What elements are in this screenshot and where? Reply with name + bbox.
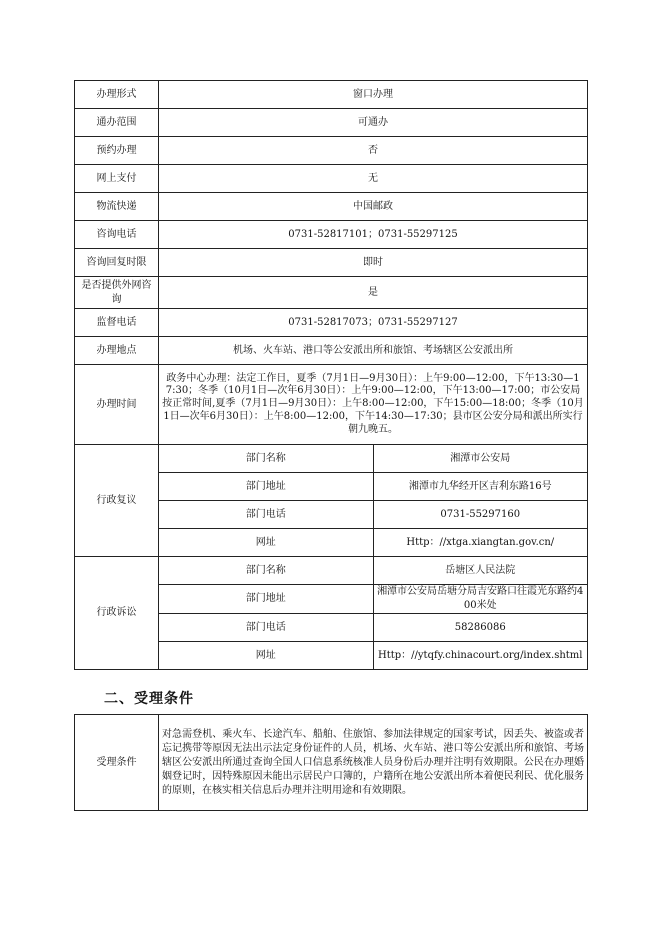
sub-label: 部门电话 [159, 614, 374, 642]
table-row [75, 277, 588, 309]
sub-value: 58286086 [373, 614, 588, 642]
sub-label: 部门电话 [159, 501, 374, 529]
row-value: 否 [159, 137, 588, 165]
row-value: 机场、火车站、港口等公安派出所和旅馆、考场辖区公安派出所 [159, 337, 588, 365]
row-value: 可通办 [159, 109, 588, 137]
row-value: 无 [159, 165, 588, 193]
row-label: 办理时间 [75, 365, 159, 445]
table-row [75, 193, 588, 221]
row-label: 咨询电话 [75, 221, 159, 249]
row-label: 是否提供外网咨询 [75, 277, 159, 309]
row-value: 即时 [159, 249, 588, 277]
table-row [75, 365, 588, 445]
row-value: 窗口办理 [159, 81, 588, 109]
table-row [75, 81, 588, 109]
row-value: 0731-52817073；0731-55297127 [159, 309, 588, 337]
row-label: 咨询回复时限 [75, 249, 159, 277]
sub-value: 湘潭市公安局岳塘分局吉安路口往霞光东路约400米处 [373, 585, 588, 614]
row-label: 办理地点 [75, 337, 159, 365]
row-value: 政务中心办理：法定工作日，夏季（7月1日—9月30日）：上午9:00—12:00，下午13:30—17:30；冬季（10月1日—次年6月30日）：上午9:00—12:00，下午13:00—17:00；市公安局按正常时间,夏季（7月1日—9月30日）：上午8:00—12:00，下午15:00—18:00；冬季（10月1日—次年6月30日）：上午8:00—12:00，下午14:30—17:30；县市区公安分局和派出所实行朝九晚五。 [159, 365, 588, 445]
sub-value: 湘潭市公安局 [373, 445, 588, 473]
table-row [75, 309, 588, 337]
table-row [75, 715, 588, 811]
table-row [75, 249, 588, 277]
row-label: 物流快递 [75, 193, 159, 221]
table-row [75, 221, 588, 249]
sub-label: 网址 [159, 642, 374, 670]
service-info-table [74, 80, 588, 670]
table-row [75, 165, 588, 193]
litigation-label: 行政诉讼 [75, 557, 159, 670]
conditions-table [74, 714, 588, 811]
row-label: 监督电话 [75, 309, 159, 337]
sub-label: 部门名称 [159, 445, 374, 473]
row-label: 预约办理 [75, 137, 159, 165]
sub-label: 网址 [159, 529, 374, 557]
sub-label: 部门名称 [159, 557, 374, 585]
row-label: 办理形式 [75, 81, 159, 109]
review-label: 行政复议 [75, 445, 159, 557]
table-row [75, 557, 588, 585]
table-row [75, 137, 588, 165]
conditions-text: 对急需登机、乘火车、长途汽车、船舶、住旅馆、参加法律规定的国家考试，因丢失、被盗或者忘记携带等原因无法出示法定身份证件的人员，机场、火车站、港口等公安派出所和旅馆、考场辖区公安派出所通过查询全国人口信息系统核准人员身份后办理并注明有效期限。公民在办理婚姻登记时，因特殊原因未能出示居民户口簿的，户籍所在地公安派出所本着便民利民、优化服务的原则，在核实相关信息后办理并注明用途和有效期限。 [159, 715, 588, 811]
sub-value: 岳塘区人民法院 [373, 557, 588, 585]
table-row [75, 445, 588, 473]
sub-value: 0731-55297160 [373, 501, 588, 529]
row-label: 通办范围 [75, 109, 159, 137]
review-website-link[interactable]: Http：//xtga.xiangtan.gov.cn/ [373, 529, 588, 557]
sub-value: 湘潭市九华经开区吉利东路16号 [373, 473, 588, 501]
table-row [75, 109, 588, 137]
sub-label: 部门地址 [159, 473, 374, 501]
row-label: 网上支付 [75, 165, 159, 193]
conditions-label: 受理条件 [75, 715, 159, 811]
table-row [75, 337, 588, 365]
row-value: 中国邮政 [159, 193, 588, 221]
row-value: 是 [159, 277, 588, 309]
section-heading: 二、受理条件 [104, 691, 194, 707]
row-value: 0731-52817101；0731-55297125 [159, 221, 588, 249]
sub-label: 部门地址 [159, 585, 374, 614]
litigation-website-link[interactable]: Http：//ytqfy.chinacourt.org/index.shtml [373, 642, 588, 670]
